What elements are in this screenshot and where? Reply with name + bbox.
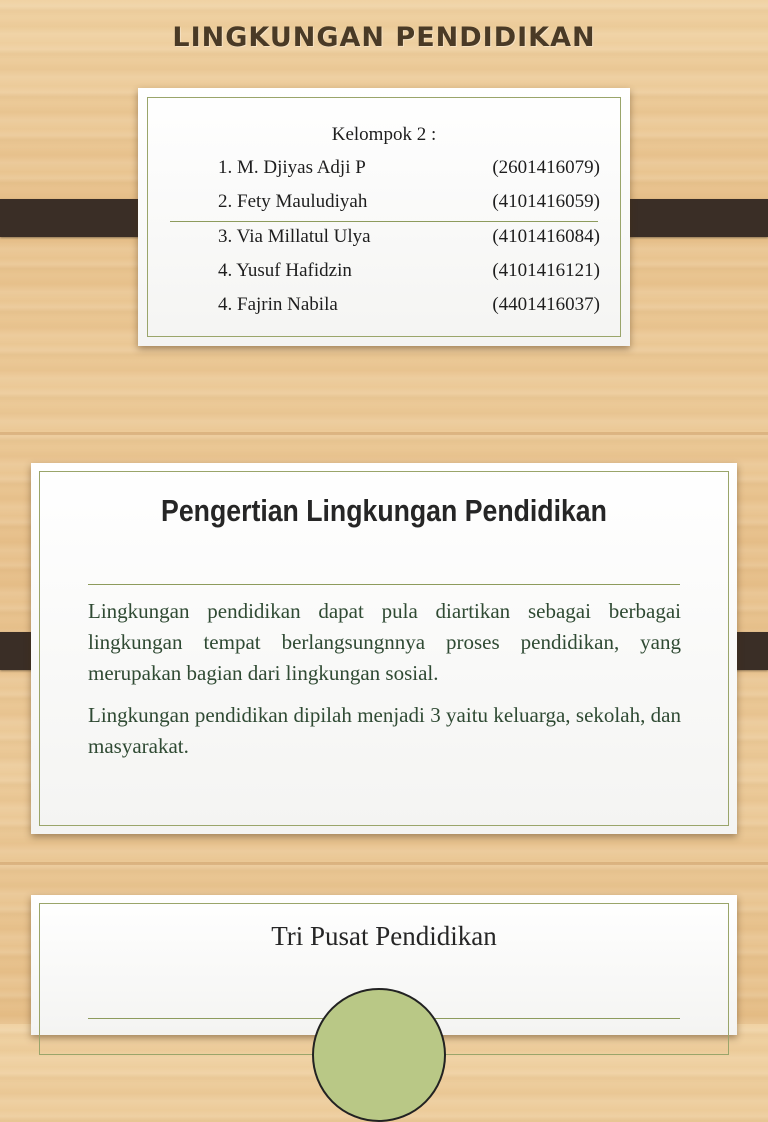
slide-title: Pengertian Lingkungan Pendidikan: [161, 493, 607, 528]
member-id: (4101416059): [492, 191, 600, 212]
slide-divider: [88, 584, 680, 585]
definition-paragraph: Lingkungan pendidikan dipilah menjadi 3 yaitu keluarga, sekolah, dan masyarakat.: [88, 703, 681, 758]
group-heading: Kelompok 2 :: [331, 124, 437, 145]
wood-plank-seam: [0, 432, 768, 435]
member-name: 3. Via Millatul Ulya: [218, 226, 371, 247]
member-row: [218, 226, 600, 260]
slide-decor-band-left: [0, 199, 155, 237]
member-name: 4. Fajrin Nabila: [218, 294, 338, 315]
wood-plank-seam: [0, 862, 768, 865]
member-row: [218, 260, 600, 294]
member-name: 4. Yusuf Hafidzin: [218, 260, 352, 281]
diagram-circle: [312, 988, 446, 1122]
member-id: (2601416079): [492, 157, 600, 178]
definition-paragraph: Lingkungan pendidikan dapat pula diartikan sebagai berbagai lingkungan tempat berlangsungnnya proses pendidikan, yang merupakan bagian dari lingkungan sosial.: [88, 599, 681, 685]
member-row: [218, 157, 600, 191]
tri-pusat-slide: [31, 895, 737, 1035]
definition-slide: [31, 463, 737, 834]
definition-body: [88, 596, 681, 773]
group-members-slide: [138, 88, 630, 346]
member-name: 1. M. Djiyas Adji P: [218, 157, 366, 178]
member-id: (4101416084): [492, 226, 600, 247]
member-row: [218, 294, 600, 328]
page-title: LINGKUNGAN PENDIDIKAN: [172, 22, 596, 53]
member-row: [218, 191, 600, 225]
slide-title: Tri Pusat Pendidikan: [271, 921, 497, 951]
member-id: (4401416037): [492, 294, 600, 315]
slide-decor-band-right: [613, 199, 768, 237]
member-name: 2. Fety Mauludiyah: [218, 191, 368, 212]
member-id: (4101416121): [492, 260, 600, 281]
